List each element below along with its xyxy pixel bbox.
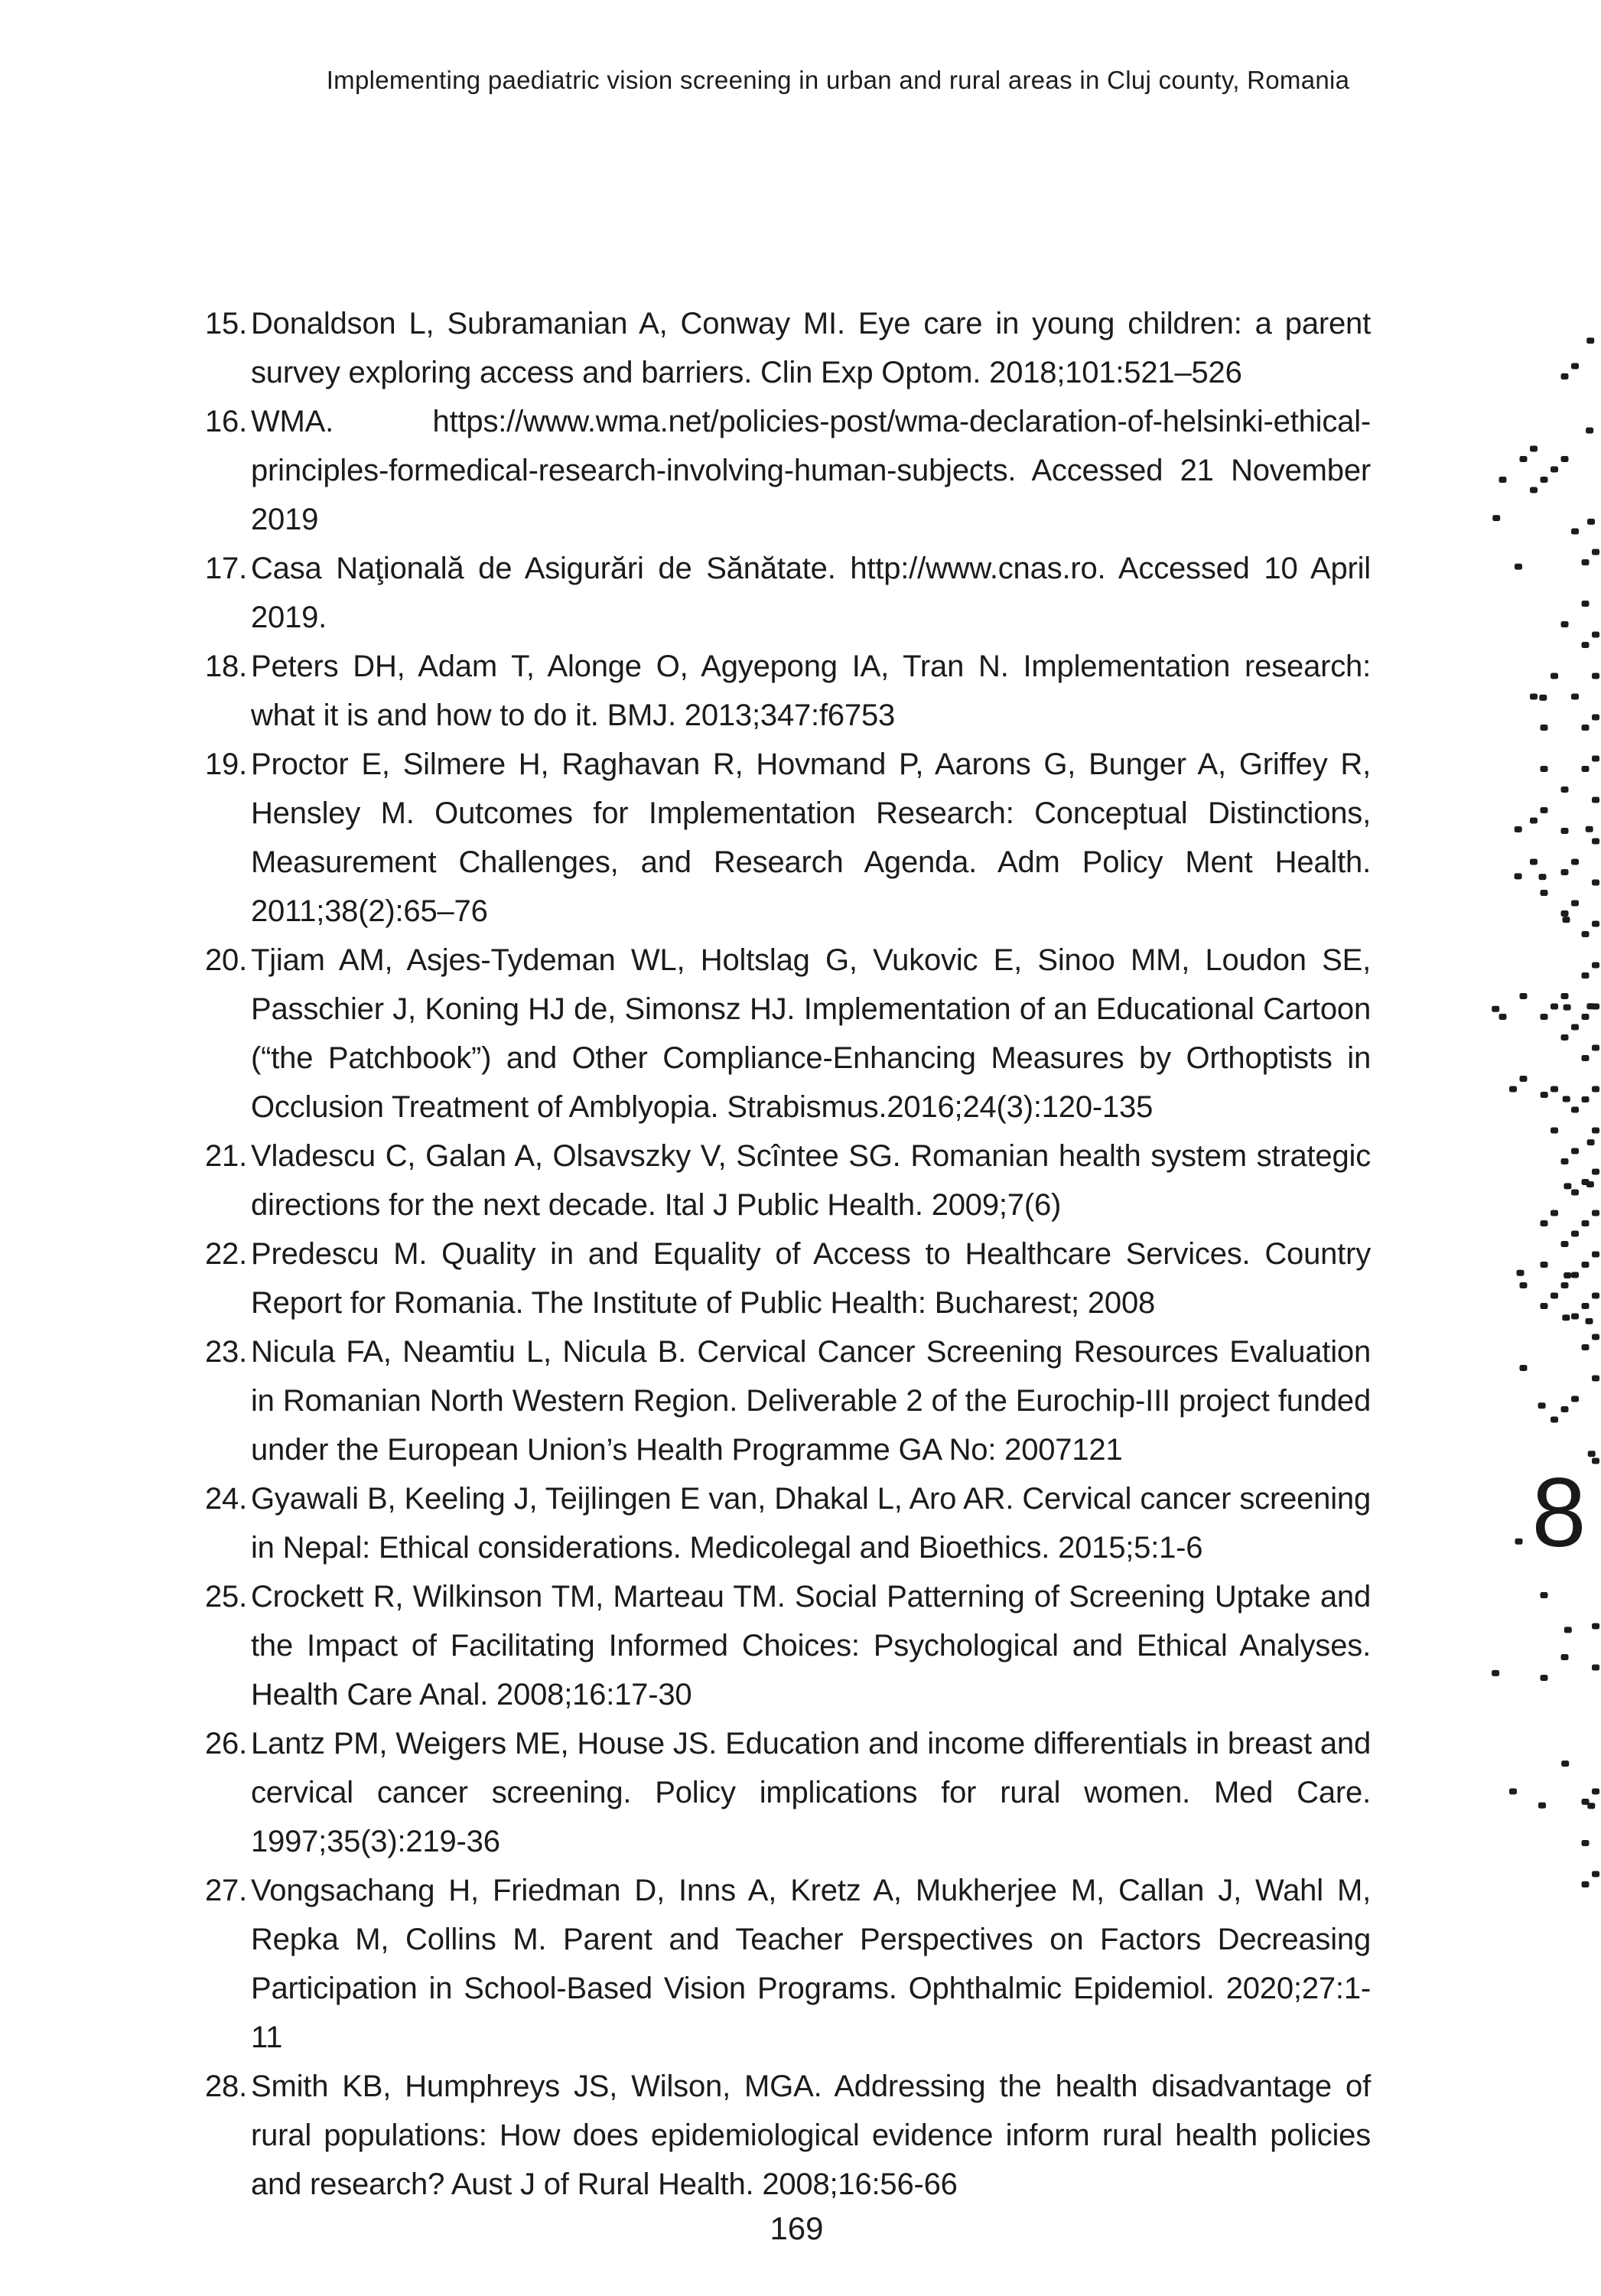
reference-number: 20. [205, 943, 248, 977]
decorative-dot-pattern [1486, 327, 1601, 1892]
reference-number: 17. [205, 552, 248, 585]
reference-number: 18. [205, 650, 248, 683]
reference-item [205, 544, 1371, 642]
reference-number: 19. [205, 747, 248, 781]
reference-text: WMA. https://www.wma.net/policies-post/wma-declaration-of-helsinki-ethical-principles-formedical-research-involving-human-subjects. Accessed 21 November 2019 [251, 405, 1371, 536]
reference-number: 23. [205, 1335, 248, 1369]
reference-text: Vongsachang H, Friedman D, Inns A, Kretz A, Mukherjee M, Callan J, Wahl M, Repka M, Collins M. Parent and Teacher Perspectives on Factors Decreasing Participation in School-Based Vision Programs. Ophthalmic Epidemiol. 2020;27:1-11 [251, 1874, 1371, 2054]
reference-number: 27. [205, 1874, 248, 1907]
reference-number: 28. [205, 2070, 248, 2103]
reference-text: Peters DH, Adam T, Alonge O, Agyepong IA, Tran N. Implementation research: what it is and how to do it. BMJ. 2013;347:f6753 [251, 650, 1371, 732]
reference-number: 16. [205, 405, 248, 438]
reference-number: 22. [205, 1237, 248, 1271]
reference-item [205, 1866, 1371, 2062]
reference-item [205, 1474, 1371, 1572]
reference-item [205, 397, 1371, 544]
reference-number: 15. [205, 307, 248, 340]
reference-item [205, 2062, 1371, 2209]
reference-text: Gyawali B, Keeling J, Teijlingen E van, Dhakal L, Aro AR. Cervical cancer screening in Nepal: Ethical considerations. Medicolegal and Bioethics. 2015;5:1-6 [251, 1482, 1371, 1565]
reference-text: Donaldson L, Subramanian A, Conway MI. Eye care in young children: a parent survey exploring access and barriers. Clin Exp Optom. 2018;101:521–526 [251, 307, 1371, 389]
reference-text: Predescu M. Quality in and Equality of Access to Healthcare Services. Country Report for Romania. The Institute of Public Health: Bucharest; 2008 [251, 1237, 1371, 1320]
reference-text: Tjiam AM, Asjes-Tydeman WL, Holtslag G, Vukovic E, Sinoo MM, Loudon SE, Passchier J, Koning HJ de, Simonsz HJ. Implementation of an Educational Cartoon (“the Patchbook”) and Other Compliance-Enhancing Measures by Orthoptists in Occlusion Treatment of Amblyopia. Strabismus.2016;24(3):120-135 [251, 943, 1371, 1124]
reference-item [205, 1229, 1371, 1327]
reference-item [205, 642, 1371, 740]
reference-list [205, 299, 1371, 2209]
reference-item [205, 936, 1371, 1132]
reference-number: 21. [205, 1139, 248, 1173]
reference-item [205, 299, 1371, 397]
chapter-number: 8 [1531, 1458, 1586, 1568]
reference-number: 26. [205, 1727, 248, 1760]
reference-item [205, 1327, 1371, 1474]
reference-text: Smith KB, Humphreys JS, Wilson, MGA. Addressing the health disadvantage of rural populations: How does epidemiological evidence inform rural health policies and research? Aust J of Rural Health. 2008;16:56-66 [251, 2070, 1371, 2201]
reference-text: Vladescu C, Galan A, Olsavszky V, Scîntee SG. Romanian health system strategic directions for the next decade. Ital J Public Health. 2009;7(6) [251, 1139, 1371, 1222]
reference-item [205, 1132, 1371, 1229]
reference-text: Proctor E, Silmere H, Raghavan R, Hovmand P, Aarons G, Bunger A, Griffey R, Hensley M. Outcomes for Implementation Research: Conceptual Distinctions, Measurement Challenges, and Research Agenda. Adm Policy Ment Health. 2011;38(2):65–76 [251, 747, 1371, 928]
reference-text: Nicula FA, Neamtiu L, Nicula B. Cervical Cancer Screening Resources Evaluation in Romanian North Western Region. Deliverable 2 of the Eurochip-III project funded under the European Union’s Health Programme GA No: 2007121 [251, 1335, 1371, 1467]
reference-item [205, 740, 1371, 936]
reference-item [205, 1719, 1371, 1866]
reference-number: 24. [205, 1482, 248, 1516]
reference-text: Casa Naţională de Asigurări de Sănătate. http://www.cnas.ro. Accessed 10 April 2019. [251, 552, 1371, 634]
reference-number: 25. [205, 1580, 248, 1614]
reference-text: Crockett R, Wilkinson TM, Marteau TM. Social Patterning of Screening Uptake and the Impact of Facilitating Informed Choices: Psychological and Ethical Analyses. Health Care Anal. 2008;16:17-30 [251, 1580, 1371, 1711]
reference-text: Lantz PM, Weigers ME, House JS. Education and income differentials in breast and cervical cancer screening. Policy implications for rural women. Med Care. 1997;35(3):219-36 [251, 1727, 1371, 1858]
page-number: 169 [770, 2210, 824, 2246]
running-header: Implementing paediatric vision screening in urban and rural areas in Cluj county, Romania [326, 66, 1350, 94]
reference-item [205, 1572, 1371, 1719]
